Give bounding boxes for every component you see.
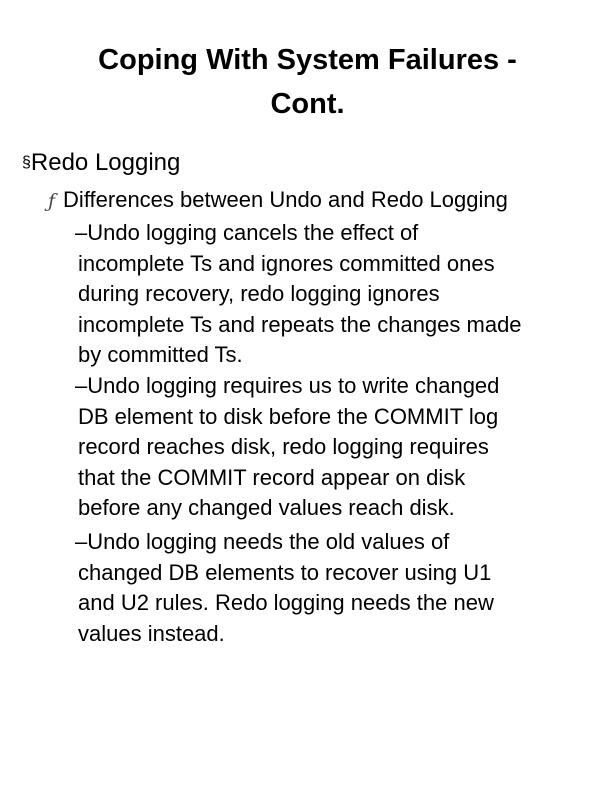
point-2-line-4: that the COMMIT record appear on disk: [78, 464, 466, 490]
sub-heading: Differences between Undo and Redo Logging: [63, 187, 508, 212]
sub-bullet-differences: [48, 184, 508, 217]
point-3-line-4: values instead.: [78, 620, 225, 646]
point-1-line-4: incomplete Ts and repeats the changes made: [78, 311, 522, 337]
dash-bullet-icon: –: [75, 373, 88, 398]
point-2-line-1: –Undo logging requires us to write changed: [75, 373, 500, 398]
point-2-line-5: before any changed values reach disk.: [78, 495, 455, 520]
point-2: [75, 371, 605, 524]
section-bullet-icon: §: [22, 154, 31, 171]
point-3: [75, 527, 605, 649]
point-3-line-2: changed DB elements to recover using U1: [78, 559, 492, 585]
point-1-line-5: by committed Ts.: [78, 342, 243, 367]
slide-title-line-1: Coping With System Failures -: [98, 44, 517, 76]
point-1-line-1: –Undo logging cancels the effect of: [75, 220, 419, 245]
bullet-redo-logging: [22, 146, 180, 180]
point-1-line-3: during recovery, redo logging ignores: [78, 281, 440, 306]
point-1-line-2: incomplete Ts and ignores committed ones: [78, 250, 495, 276]
point-2-line-2: DB element to disk before the COMMIT log: [78, 403, 499, 429]
point-1: [75, 218, 605, 371]
point-3-line-1: –Undo logging needs the old values of: [75, 529, 450, 554]
point-2-line-3: record reaches disk, redo logging requires: [78, 434, 489, 459]
function-bullet-icon: ƒ: [48, 190, 56, 212]
slide-title-line-2: Cont.: [270, 88, 345, 120]
section-heading: Redo Logging: [30, 149, 181, 176]
dash-bullet-icon: –: [75, 220, 88, 245]
slide-title: [20, 38, 595, 126]
dash-bullet-icon: –: [75, 529, 88, 554]
point-3-line-3: and U2 rules. Redo logging needs the new: [78, 590, 494, 615]
